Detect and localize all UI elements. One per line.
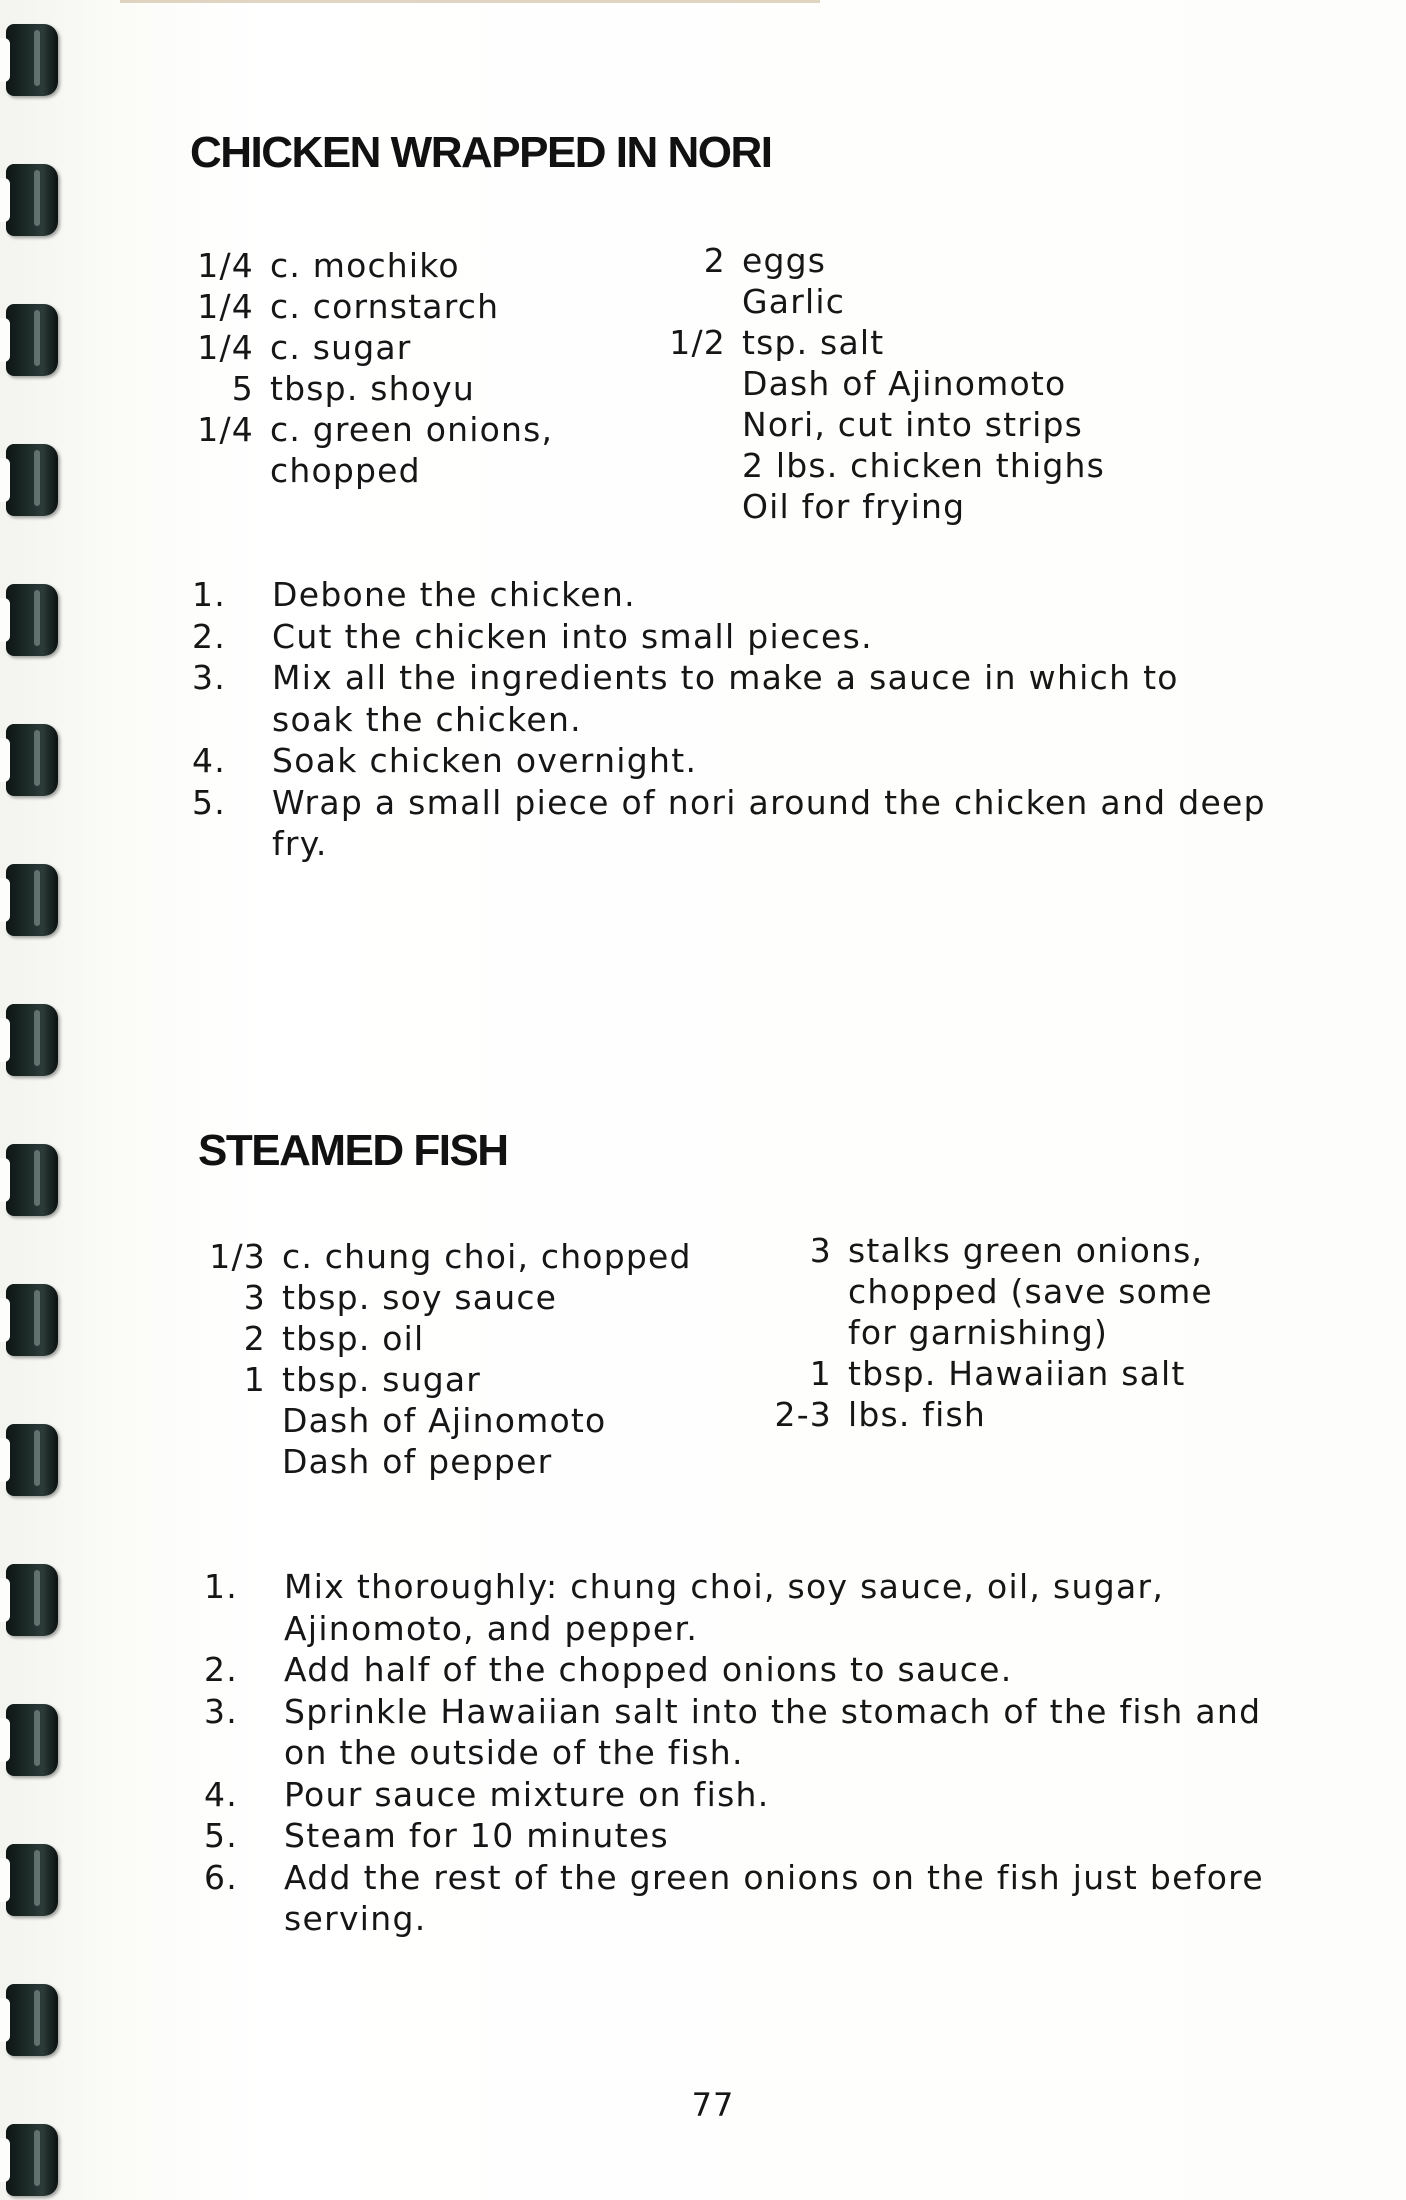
binding-ring — [0, 440, 62, 520]
binding-ring — [0, 1140, 62, 1220]
ingredient: 2 lbs. chicken thighs — [742, 446, 1106, 485]
ingredient: 1/4 c. cornstarch — [197, 287, 500, 326]
ingredient: Dash of Ajinomoto — [282, 1401, 607, 1440]
ingredients-left — [192, 245, 553, 491]
instruction-step: 3. Mix all the ingredients to make a sauce in which to soak the chicken. — [192, 658, 1179, 739]
instructions — [204, 1566, 1284, 1940]
ingredient: Garlic — [742, 282, 846, 321]
ingredient: 1 tbsp. sugar — [243, 1360, 482, 1399]
instruction-step: 3. Sprinkle Hawaiian salt into the stomach of the fish and on the outside of the fish. — [204, 1691, 1262, 1772]
ingredient: 3 tbsp. soy sauce — [243, 1278, 558, 1317]
ingredient: 3 stalks green onions, — [809, 1231, 1204, 1270]
ingredient: chopped — [270, 451, 421, 490]
binding-ring — [0, 20, 62, 100]
ingredient: 2-3 lbs. fish — [774, 1395, 986, 1434]
instruction-step: 2. Cut the chicken into small pieces. — [192, 616, 873, 656]
instruction-step: 1. Mix thoroughly: chung choi, soy sauce, oil, sugar, Ajinomoto, and pepper. — [204, 1567, 1165, 1648]
ingredient: 1 tbsp. Hawaiian salt — [809, 1354, 1186, 1393]
ingredient: Dash of pepper — [282, 1442, 553, 1481]
instruction-step: 5. Wrap a small piece of nori around the chicken and deep fry. — [192, 782, 1266, 863]
ingredients-right — [770, 1230, 1213, 1435]
instruction-step: 5. Steam for 10 minutes — [204, 1816, 669, 1855]
ingredient: 1/4 c. mochiko — [197, 246, 460, 285]
ingredients-right — [664, 240, 1105, 527]
binding-ring — [0, 860, 62, 940]
instruction-step: 2. Add half of the chopped onions to sauce. — [204, 1650, 1013, 1689]
ingredient: 2 tbsp. oil — [243, 1319, 425, 1358]
binding-ring — [0, 1840, 62, 1920]
recipe-title: STEAMED FISH — [198, 1126, 508, 1175]
binding-ring — [0, 2120, 62, 2200]
ingredient: 2 eggs — [703, 241, 827, 280]
instruction-step: 4. Soak chicken overnight. — [192, 741, 698, 780]
instruction-step: 1. Debone the chicken. — [192, 575, 636, 614]
binding-ring — [0, 1420, 62, 1500]
binding-ring — [0, 1280, 62, 1360]
binding-ring — [0, 160, 62, 240]
ingredient: 1/3 c. chung choi, chopped — [209, 1237, 692, 1276]
ingredient: 1/4 c. sugar — [197, 328, 412, 367]
ingredient: for garnishing) — [848, 1313, 1109, 1352]
ingredient: chopped (save some — [848, 1272, 1213, 1311]
ingredient: Dash of Ajinomoto — [742, 364, 1067, 403]
ingredient: Nori, cut into strips — [742, 405, 1083, 444]
binding-ring — [0, 1000, 62, 1080]
page-top-edge — [120, 0, 820, 3]
ingredient: 1/4 c. green onions, — [197, 410, 554, 449]
ingredient: 5 tbsp. shoyu — [231, 369, 475, 408]
spiral-binding — [0, 0, 70, 2200]
binding-ring — [0, 580, 62, 660]
instructions — [192, 574, 1272, 865]
ingredients-left — [204, 1236, 692, 1482]
binding-ring — [0, 720, 62, 800]
recipe-title: CHICKEN WRAPPED IN NORI — [190, 128, 772, 177]
instruction-step: 6. Add the rest of the green onions on the fish just before serving. — [204, 1857, 1264, 1938]
instruction-step: 4. Pour sauce mixture on fish. — [204, 1774, 770, 1814]
binding-ring — [0, 1700, 62, 1780]
page-number: 77 — [691, 2086, 735, 2124]
ingredient: 1/2 tsp. salt — [669, 323, 885, 362]
ingredient: Oil for frying — [742, 487, 966, 526]
binding-ring — [0, 300, 62, 380]
binding-ring — [0, 1560, 62, 1640]
binding-ring — [0, 1980, 62, 2060]
